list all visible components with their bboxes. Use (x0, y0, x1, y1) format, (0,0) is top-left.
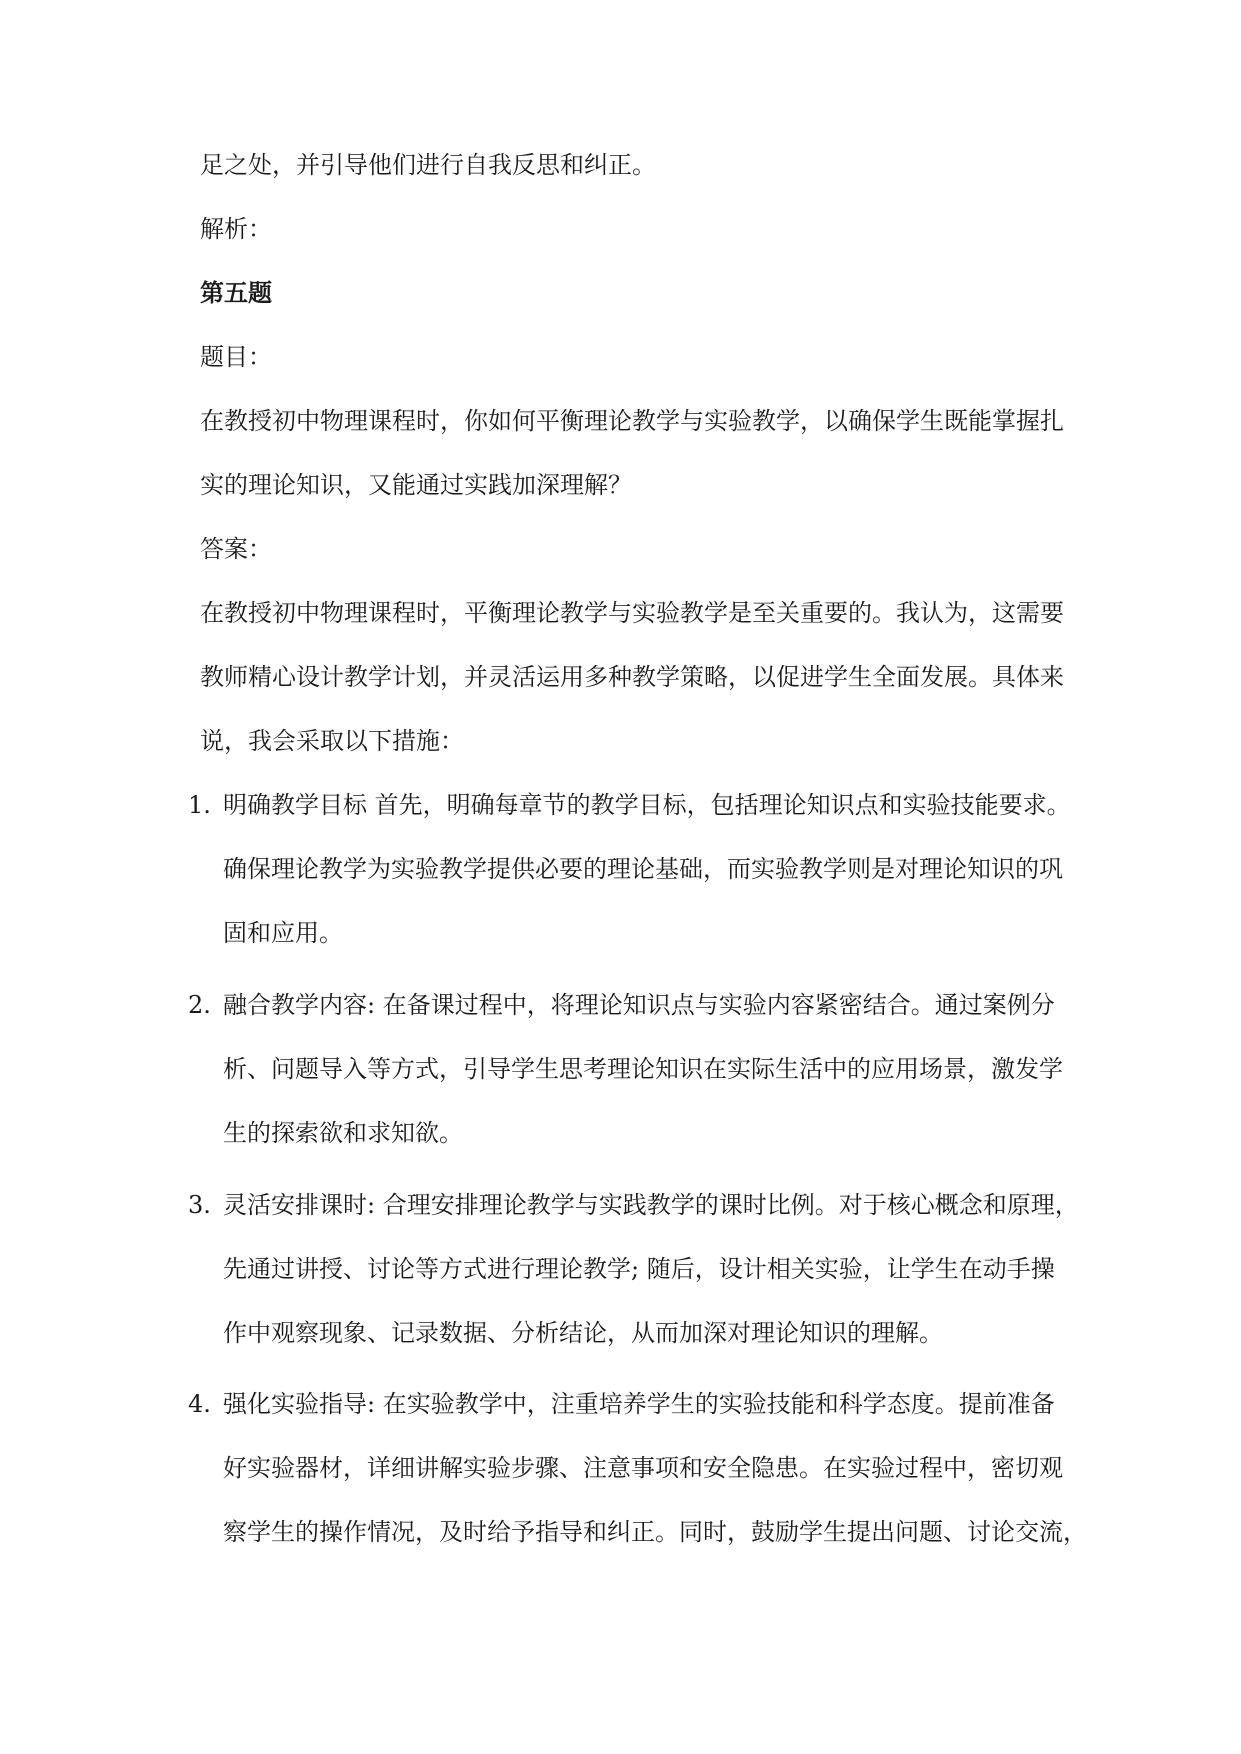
analysis-label: 解析： (200, 215, 272, 243)
list-item-line: 先通过讲授、讨论等方式进行理论教学; 随后，设计相关实验，让学生在动手操 (223, 1255, 1055, 1283)
list-item-number: 2. (188, 991, 211, 1019)
list-item-line: 强化实验指导: 在实验教学中，注重培养学生的实验技能和科学态度。提前准备 (223, 1390, 1055, 1418)
list-item-line: 融合教学内容: 在备课过程中，将理论知识点与实验内容紧密结合。通过案例分 (223, 991, 1055, 1019)
question-line: 实的理论知识，又能通过实践加深理解？ (200, 471, 632, 499)
question-line: 在教授初中物理课程时，你如何平衡理论教学与实验教学，以确保学生既能掌握扎 (200, 407, 1064, 435)
answer-intro-line: 在教授初中物理课程时，平衡理论教学与实验教学是至关重要的。我认为，这需要 (200, 599, 1064, 627)
list-item-line: 作中观察现象、记录数据、分析结论，从而加深对理论知识的理解。 (223, 1319, 943, 1347)
continuation-text: 足之处，并引导他们进行自我反思和纠正。 (200, 151, 656, 179)
list-item-line: 好实验器材，详细讲解实验步骤、注意事项和安全隐患。在实验过程中，密切观 (223, 1454, 1063, 1482)
list-item-line: 析、问题导入等方式，引导学生思考理论知识在实际生活中的应用场景，激发学 (223, 1055, 1063, 1083)
list-item-line: 确保理论教学为实验教学提供必要的理论基础，而实验教学则是对理论知识的巩 (223, 855, 1063, 883)
list-item-line: 固和应用。 (223, 919, 343, 947)
list-item-line: 生的探索欲和求知欲。 (223, 1119, 463, 1147)
list-item-number: 1. (188, 791, 211, 819)
list-item-number: 4. (188, 1390, 211, 1418)
answer-label: 答案： (200, 535, 272, 563)
question-label: 题目： (200, 343, 272, 371)
list-item-line: 明确教学目标 首先，明确每章节的教学目标，包括理论知识点和实验技能要求。 (223, 791, 1071, 819)
section-title: 第五题 (200, 279, 272, 307)
list-item-line: 察学生的操作情况，及时给予指导和纠正。同时，鼓励学生提出问题、讨论交流， (223, 1518, 1087, 1546)
list-item-line: 灵活安排课时: 合理安排理论教学与实践教学的课时比例。对于核心概念和原理， (223, 1191, 1079, 1219)
answer-intro-line: 教师精心设计教学计划，并灵活运用多种教学策略，以促进学生全面发展。具体来 (200, 663, 1064, 691)
list-item-number: 3. (188, 1191, 211, 1219)
answer-intro-line: 说，我会采取以下措施： (200, 727, 464, 755)
